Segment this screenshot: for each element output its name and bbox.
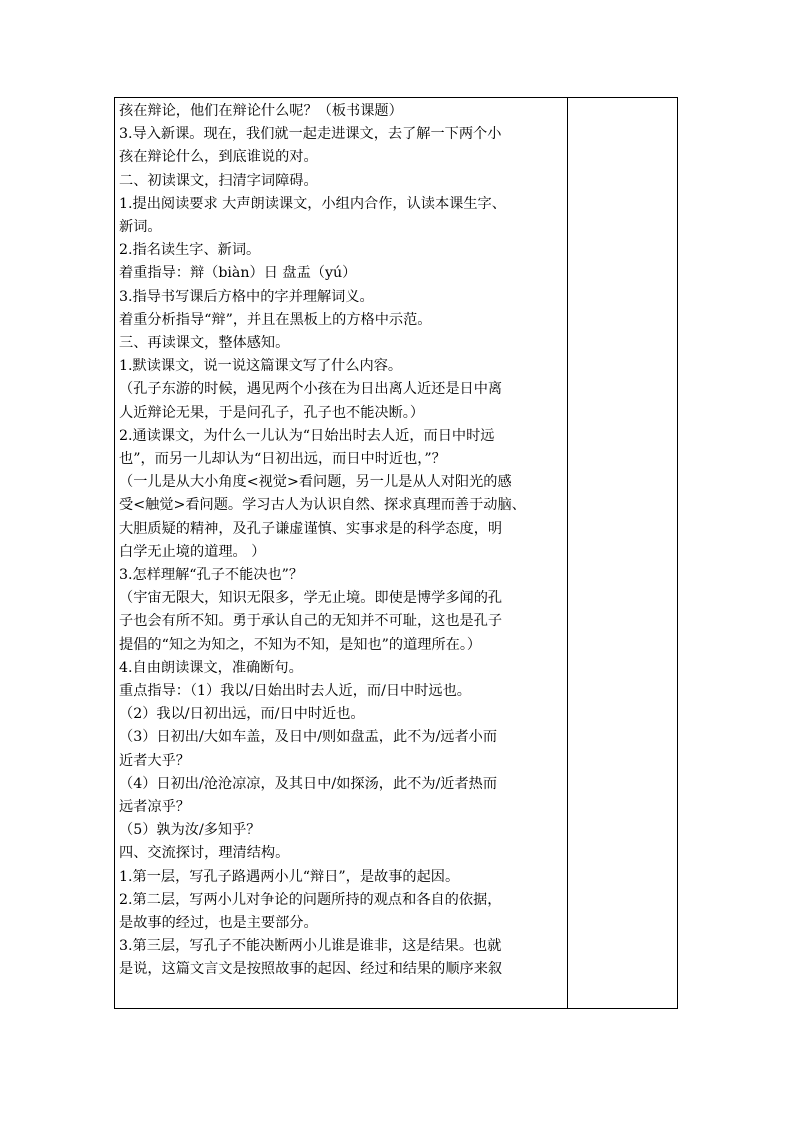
text-line: 3.怎样理解“孔子不能决也”？ [119, 567, 304, 583]
text-line: （宇宙无限大，知识无限多，学无止境。即使是博学多闻的孔 [119, 590, 503, 607]
text-line: 重点指导：（1）我以/日始出时去人近，而/日中时远也。 [119, 683, 471, 699]
text-line: 白学无止境的道理。 ） [119, 543, 266, 560]
side-cell [567, 97, 678, 1009]
text-line: 子也会有所不知。勇于承认自己的无知并不可耻，这也是孔子 [119, 613, 503, 630]
text-line: 孩在辩论什么，到底谁说的对。 [119, 149, 318, 166]
text-line: 新词。 [119, 219, 162, 235]
text-line: 着重分析指导“辩”，并且在黑板上的方格中示范。 [119, 311, 432, 328]
text-line: 3.指导书写课后方格中的字并理解词义。 [119, 288, 374, 305]
text-line: 受<触觉>看问题。学习古人为认识自然、探求真理而善于动脑、 [119, 497, 526, 514]
text-line: 3.导入新课。现在，我们就一起走进课文，去了解一下两个小 [119, 126, 502, 143]
text-line: 1.默读课文，说一说这篇课文写了什么内容。 [119, 358, 403, 375]
text-line: 4.自由朗读课文，准确断句。 [119, 659, 303, 676]
text-line: 大胆质疑的精神，及孔子谦虚谨慎、实事求是的科学态度，明 [119, 520, 503, 537]
text-line: 是说，这篇文言文是按照故事的起因、经过和结果的顺序来叙 [119, 961, 503, 978]
text-line: 着重指导：辩（biàn）日 盘盂（yú） [119, 265, 357, 282]
text-line: 提倡的“知之为知之，不知为不知，是知也”的道理所在。） [119, 636, 482, 653]
text-line: 四、交流探讨，理清结构。 [119, 845, 290, 862]
text-line: 2.第二层，写两小儿对争论的问题所持的观点和各自的依据， [119, 891, 502, 908]
text-line: （3）日初出/大如车盖，及日中/则如盘盂，此不为/远者小而 [119, 729, 498, 746]
text-line: （2）我以/日初出远，而/日中时近也。 [119, 706, 365, 723]
text-line: （5）孰为汝/多知乎？ [119, 822, 261, 839]
text-line: （孔子东游的时候，遇见两个小孩在为日出离人近还是日中离 [119, 381, 503, 398]
text-line: 孩在辩论，他们在辩论什么呢？（板书课题） [119, 103, 403, 119]
text-line: 近者大乎？ [119, 752, 190, 769]
text-line: 也”，而另一儿却认为“日初出远，而日中时近也，”？ [119, 451, 446, 467]
text-line: 远者凉乎？ [119, 799, 190, 815]
text-line: 2.指名读生字、新词。 [119, 242, 261, 259]
text-line: 二、初读课文，扫清字词障碍。 [119, 172, 318, 189]
text-line: 是故事的经过，也是主要部分。 [119, 915, 318, 931]
text-line: 三、再读课文，整体感知。 [119, 335, 290, 351]
text-line: 2.通读课文，为什么一儿认为“日始出时去人近，而日中时远 [119, 427, 495, 444]
text-line: （一儿是从大小角度<视觉>看问题，另一儿是从人对阳光的感 [119, 474, 512, 491]
text-line: 3.第三层，写孔子不能决断两小儿谁是谁非，这是结果。也就 [119, 938, 502, 955]
text-line: 1.提出阅读要求 大声朗读课文，小组内合作，认读本课生字、 [119, 195, 506, 212]
text-line: 1.第一层，写孔子路遇两小儿“辩日”，是故事的起因。 [119, 868, 460, 885]
text-line: （4）日初出/沧沧凉凉，及其日中/如探汤，此不为/近者热而 [119, 775, 498, 792]
text-line: 人近辩论无果，于是问孔子，孔子也不能决断。） [119, 404, 425, 421]
